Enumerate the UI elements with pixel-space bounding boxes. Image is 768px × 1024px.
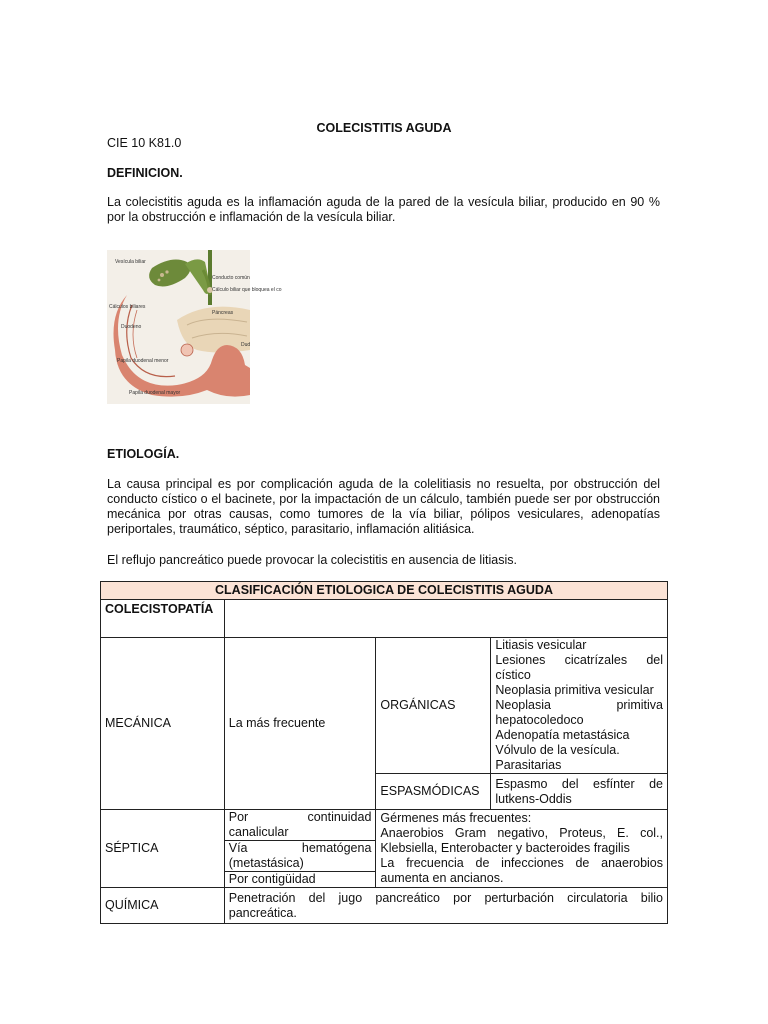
label-papila-mayor: Papila duodenal mayor (129, 390, 181, 396)
quimica-text: Penetración del jugo pancreático por perturbación circulatoria bilio pancreática. (224, 888, 667, 924)
mecanica-label: MECÁNICA (101, 638, 225, 810)
cie-code: CIE 10 K81.0 (107, 136, 182, 150)
label-conducto: Conducto común (212, 275, 250, 281)
definicion-paragraph: La colecistitis aguda es la inflamación aguda de la pared de la vesícula biliar, producido en 90 % por la obstrucción e inflamación de la vesícula biliar. (107, 195, 660, 224)
espasmo-text: Espasmo del esfínter de lutkens-Oddis (491, 774, 668, 810)
anatomy-figure (107, 250, 282, 404)
germenes-text: Gérmenes más frecuentes: Anaerobios Gram negativo, Proteus, E. col., Klebsiella, Enterobacter y bacteroides fragilis La frecuencia de infecciones de anaerobios aumenta en ancianos. (376, 810, 668, 888)
septica-routes-cell (224, 810, 376, 888)
definicion-heading: DEFINICION. (107, 166, 183, 180)
label-calculo: Cálculo biliar que bloquea el co (212, 287, 282, 293)
label-calculos: Cálculos biliares (109, 304, 146, 310)
septica-routes (225, 810, 376, 887)
document-title: COLECISTITIS AGUDA (316, 121, 452, 135)
organicas-list: Litiasis vesicular Lesiones cicatrízales del cístico Neoplasia primitiva vesicular Neoplasia primitiva hepatocoledoco Adenopatía metastásica Vólvulo de la vesícula. Parasitarias (491, 638, 668, 774)
label-dud: Dud (241, 342, 251, 348)
etiologia-heading: ETIOLOGÍA. (107, 447, 180, 461)
mecanica-frequency: La más frecuente (224, 638, 376, 810)
septica-label: SÉPTICA (101, 810, 225, 888)
route-contiguidad: Por contigüidad (225, 872, 376, 888)
label-pancreas: Páncreas (212, 310, 234, 316)
reflujo-paragraph: El reflujo pancreático puede provocar la colecistitis en ausencia de litiasis. (107, 553, 517, 567)
organicas-label: ORGÁNICAS (376, 638, 491, 774)
table-caption: CLASIFICACIÓN ETIOLOGICA DE COLECISTITIS AGUDA (101, 582, 668, 600)
classification-table (100, 581, 668, 924)
etiologia-paragraph: La causa principal es por complicación aguda de la colelitiasis no resuelta, por obstrucción del conducto cístico o el bacinete, por la impactación de un cálculo, también puede ser por obstrucción mecánica por otras causas, como tumores de la vía biliar, pólipos vesiculares, adenopatías periportales, traumático, séptico, parasitario, inflamación alitiásica. (107, 477, 660, 536)
anatomy-illustration (107, 250, 282, 404)
colecistopatia-header: COLECISTOPATÍA (101, 600, 225, 638)
quimica-label: QUÍMICA (101, 888, 225, 924)
route-continuidad: Por continuidad canalicular (228, 810, 372, 839)
label-papila-menor: Papila duodenal menor (117, 358, 169, 364)
label-vesicula: Vesícula biliar (115, 259, 146, 265)
route-hematogena: Vía hematógena (metastásica) (225, 841, 376, 872)
label-duodeno: Duodeno (121, 324, 142, 330)
empty-cell (224, 600, 667, 638)
espasmodicas-label: ESPASMÓDICAS (376, 774, 491, 810)
